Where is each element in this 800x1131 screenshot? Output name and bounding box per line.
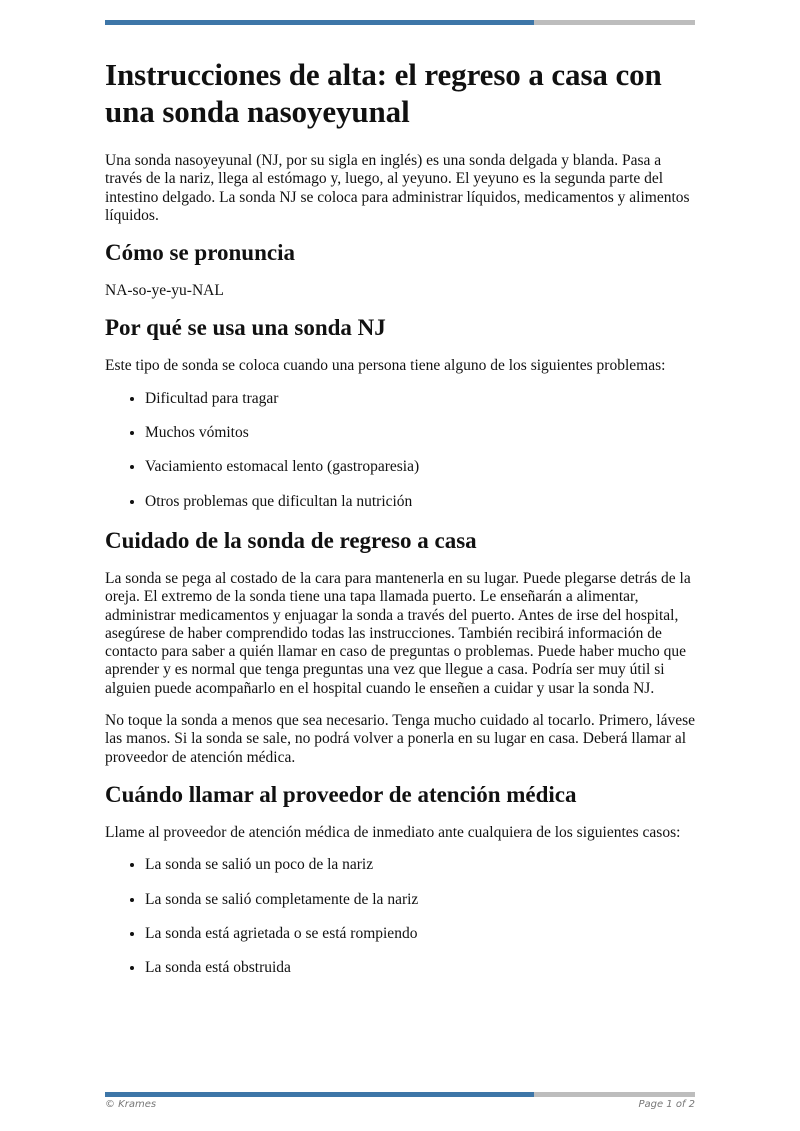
section-paragraph: No toque la sonda a menos que sea necesario. Tenga mucho cuidado al tocarlo. Primero, lávese las manos. Si la sonda se sale, no podrá volver a ponerla en su lugar en casa. Deberá llamar al proveedor de atención médica.: [105, 712, 696, 766]
section-paragraph: Este tipo de sonda se coloca cuando una persona tiene alguno de los siguientes problemas:: [105, 357, 666, 375]
section-heading: Cuidado de la sonda de regreso a casa: [105, 527, 477, 553]
section-paragraph: Llame al proveedor de atención médica de inmediato ante cualquiera de los siguientes casos:: [105, 823, 681, 841]
bullet-list: [105, 390, 697, 511]
header-rule: [105, 20, 695, 25]
footer-rule: [105, 1092, 695, 1097]
header-rule-accent: [105, 20, 534, 25]
list-item: • La sonda se salió completamente de la nariz: [145, 891, 697, 909]
list-item: • Vaciamiento estomacal lento (gastroparesia): [145, 458, 697, 476]
intro-paragraph: Una sonda nasoyeyunal (NJ, por su sigla en inglés) es una sonda delgada y blanda. Pasa a través de la nariz, llega al estómago y, luego, al yeyuno. El yeyuno es la segunda parte del intestino delgado. La sonda NJ se coloca para administrar líquidos, medicamentos y alimentos líquidos.: [105, 152, 690, 224]
list-item: • Dificultad para tragar: [145, 390, 697, 408]
section-heading: Por qué se usa una sonda NJ: [105, 315, 386, 341]
copyright-text: © Krames: [105, 1099, 157, 1110]
list-item: • La sonda está agrietada o se está rompiendo: [145, 925, 697, 943]
page-footer: [105, 1099, 695, 1110]
section-heading: Cuándo llamar al proveedor de atención médica: [105, 781, 577, 807]
list-item: • La sonda está obstruida: [145, 959, 697, 977]
section-paragraph: NA-so-ye-yu-NAL: [105, 282, 224, 300]
section-when-to-call: [105, 781, 697, 977]
section-care-at-home: [105, 527, 697, 767]
page-number: Page 1 of 2: [638, 1099, 695, 1110]
document-body: [105, 56, 697, 993]
bullet-list: [105, 856, 697, 977]
list-item: • Otros problemas que dificultan la nutrición: [145, 493, 697, 511]
footer-rule-gray: [534, 1092, 695, 1097]
section-paragraph: La sonda se pega al costado de la cara para mantenerla en su lugar. Puede plegarse detrás de la oreja. El extremo de la sonda tiene una tapa llamada puerto. Le enseñarán a alimentar, administrar medicamentos y enjuagar la sonda a través del puerto. Antes de irse del hospital, asegúrese de haber comprendido todas las instrucciones. También recibirá información de contacto para saber a quién llamar en caso de preguntas o problemas. Puede haber mucho que aprender y es normal que tenga preguntas una vez que llegue a casa. Podría ser muy útil si alguien puede acompañarlo en el hospital cuando le enseñen a cuidar y usar la sonda NJ.: [105, 569, 691, 697]
footer-rule-accent: [105, 1092, 534, 1097]
header-rule-gray: [534, 20, 695, 25]
list-item: • Muchos vómitos: [145, 424, 697, 442]
list-item: • La sonda se salió un poco de la nariz: [145, 856, 697, 874]
section-pronunciation: [105, 239, 697, 300]
section-why-used: [105, 314, 697, 510]
section-heading: Cómo se pronuncia: [105, 240, 295, 266]
page-title: Instrucciones de alta: el regreso a casa con una sonda nasoyeyunal: [105, 57, 662, 129]
